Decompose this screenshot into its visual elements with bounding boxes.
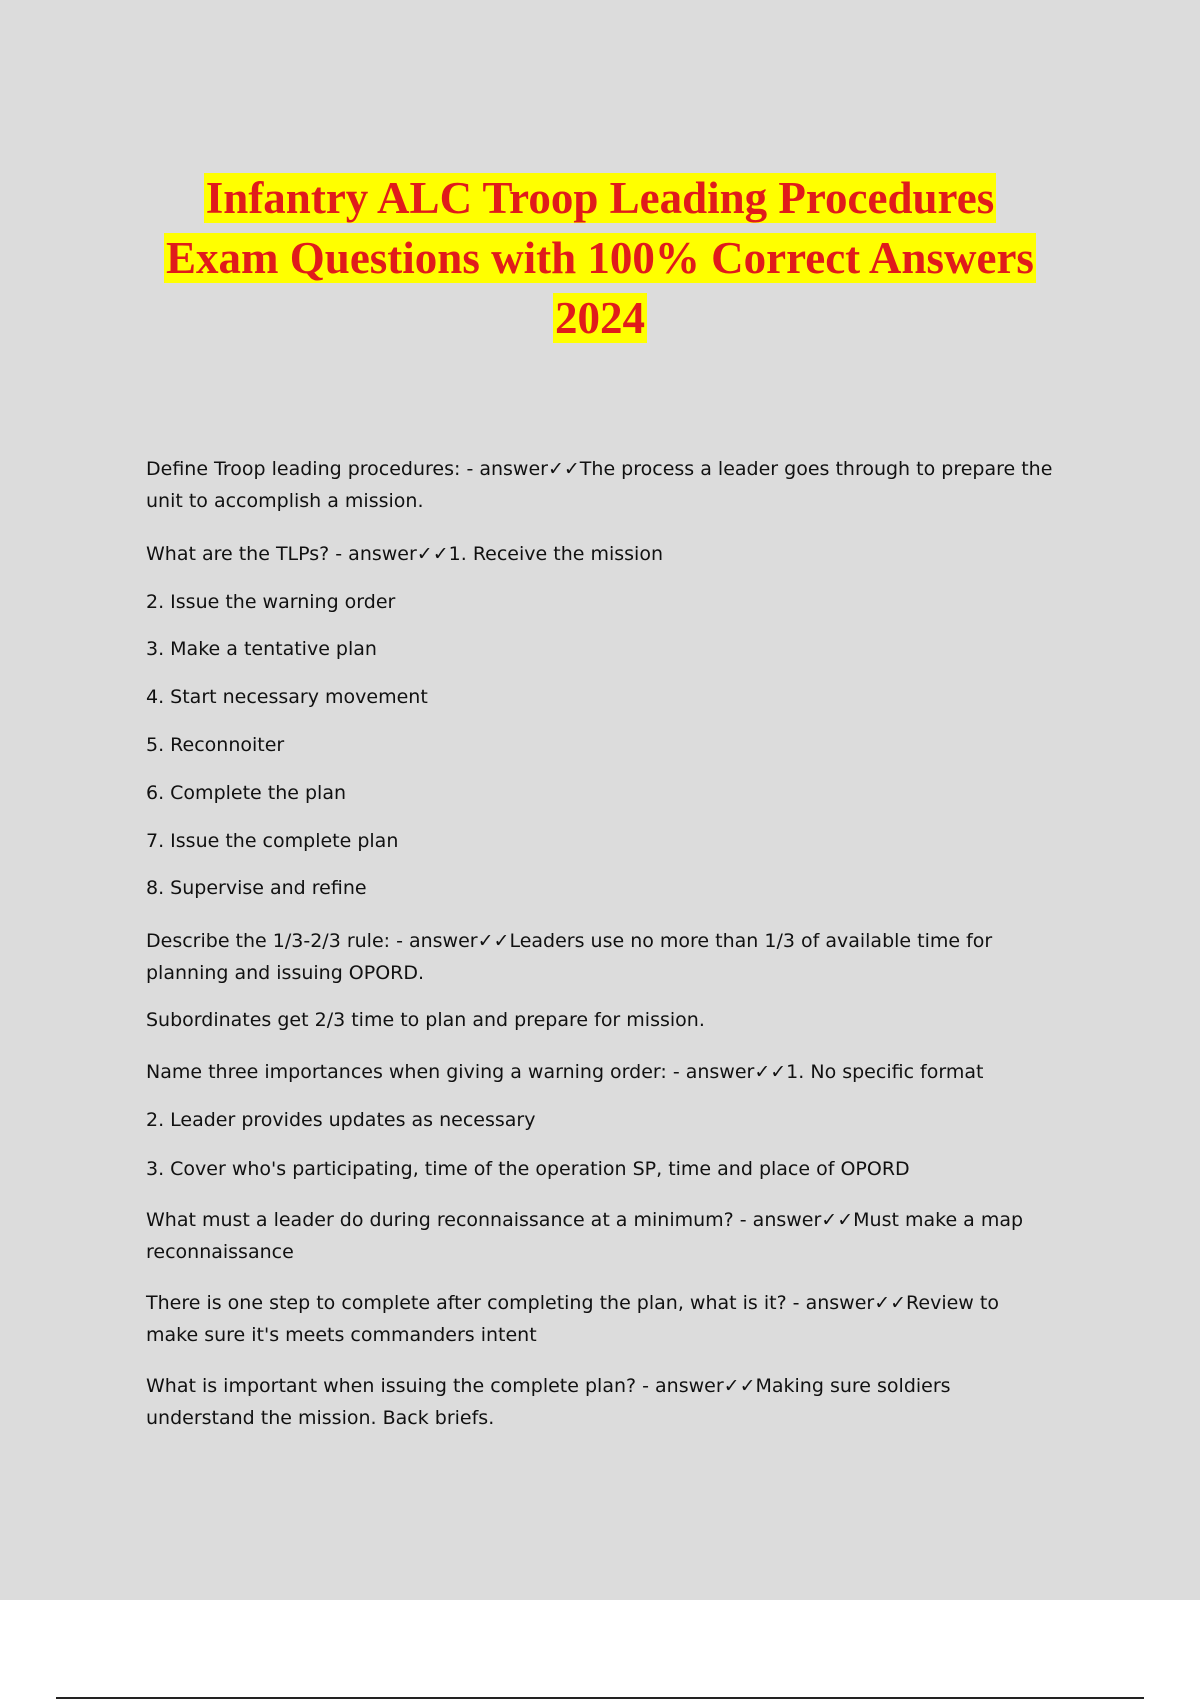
text-line: planning and issuing OPORD.	[146, 962, 425, 984]
text-line: 5. Reconnoiter	[146, 734, 285, 756]
text-line: 7. Issue the complete plan	[146, 830, 399, 852]
text-line: 8. Supervise and refine	[146, 877, 367, 899]
footer-divider	[56, 1697, 1144, 1699]
title-line-1	[60, 168, 1140, 228]
text-line: 2. Issue the warning order	[146, 591, 396, 613]
text-line: What must a leader do during reconnaissance at a minimum? - answer✓✓Must make a map	[146, 1209, 1024, 1231]
title-line-2	[60, 228, 1140, 288]
text-line: 3. Cover who's participating, time of the operation SP, time and place of OPORD	[146, 1158, 910, 1180]
text-line: What are the TLPs? - answer✓✓1. Receive the mission	[146, 543, 663, 565]
text-line: 2. Leader provides updates as necessary	[146, 1109, 536, 1131]
text-line: understand the mission. Back briefs.	[146, 1407, 495, 1429]
title-line-3	[60, 288, 1140, 348]
text-line: Subordinates get 2/3 time to plan and prepare for mission.	[146, 1009, 705, 1031]
document-title	[60, 168, 1140, 348]
text-line: What is important when issuing the complete plan? - answer✓✓Making sure soldiers	[146, 1375, 951, 1397]
title-line-3-text: 2024	[555, 293, 645, 343]
title-line-1-text: Infantry ALC Troop Leading Procedures	[205, 173, 995, 223]
text-line: 6. Complete the plan	[146, 782, 347, 804]
text-line: make sure it's meets commanders intent	[146, 1324, 537, 1346]
text-line: Name three importances when giving a warning order: - answer✓✓1. No specific format	[146, 1061, 984, 1083]
text-line: reconnaissance	[146, 1241, 294, 1263]
text-line: Define Troop leading procedures: - answer✓✓The process a leader goes through to prepare the	[146, 458, 1053, 480]
text-line: There is one step to complete after completing the plan, what is it? - answer✓✓Review to	[146, 1292, 999, 1314]
title-line-2-text: Exam Questions with 100% Correct Answers	[166, 233, 1034, 283]
text-line: 3. Make a tentative plan	[146, 638, 377, 660]
text-line: Describe the 1/3-2/3 rule: - answer✓✓Leaders use no more than 1/3 of available time for	[146, 930, 993, 952]
text-line: unit to accomplish a mission.	[146, 490, 424, 512]
text-line: 4. Start necessary movement	[146, 686, 428, 708]
